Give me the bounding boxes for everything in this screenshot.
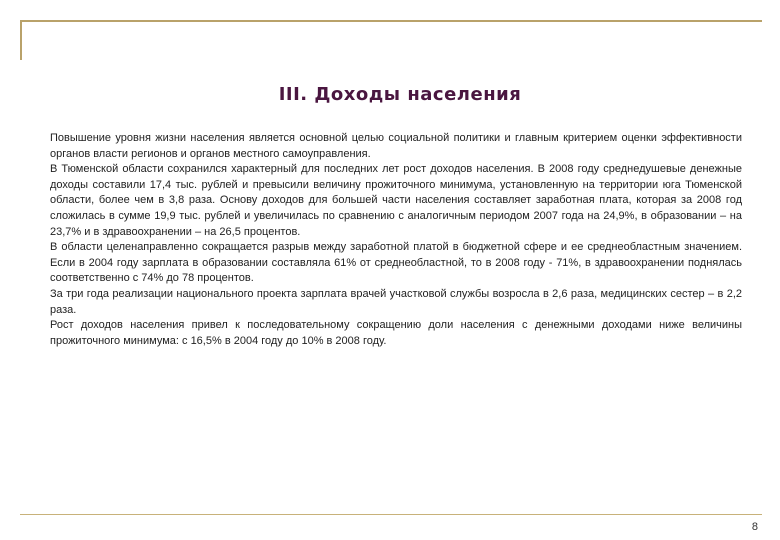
slide-frame-left-border <box>20 20 22 60</box>
slide-frame-bottom-border <box>20 514 762 515</box>
paragraph-poverty-reduction: Рост доходов населения привел к последовательному сокращению доли населения с денежными доходами ниже величины прожиточного минимума: с 16,5% в 2004 году до 10% в 2008 году. <box>50 319 742 347</box>
paragraph-wage-gap: В области целенаправленно сокращается разрыв между заработной платой в бюджетной сфере и ее среднеобластным значением. Если в 2004 году зарплата в образовании составляла 61% от среднеобластной, то в 2008 году - 71%, в здравоохранении поднялась соответственно с 74% до 78 процентов. <box>50 241 742 285</box>
paragraph-national-project: За три года реализации национального проекта зарплата врачей участковой службы возросла в 2,6 раза, медицинских сестер – в 2,2 раза. <box>50 287 742 316</box>
slide-title: III. Доходы населения <box>278 84 522 105</box>
slide-frame-top-border <box>20 20 762 22</box>
paragraph-living-standards: Повышение уровня жизни населения является основной целью социальной политики и главным критерием оценки эффективности органов власти регионов и органов местного самоуправления. <box>50 132 742 160</box>
paragraph-income-growth: В Тюменской области сохранился характерный для последних лет рост доходов населения. В 2008 году среднедушевые денежные доходы составили 17,4 тыс. рублей и превысили величину прожиточного минимума, установленную на территории юга Тюменской области, более чем в 3,8 раза. Основу доходов для большей части населения составляет заработная плата, которая за 2008 год сложилась в сумме 19,9 тыс. рублей и увеличилась по сравнению с аналогичным периодом 2007 года на 24,9%, в образовании – на 23,7% и в здравоохранении – на 26,5 процентов. <box>50 163 742 238</box>
slide-body <box>50 131 742 349</box>
page-number: 8 <box>751 521 758 533</box>
